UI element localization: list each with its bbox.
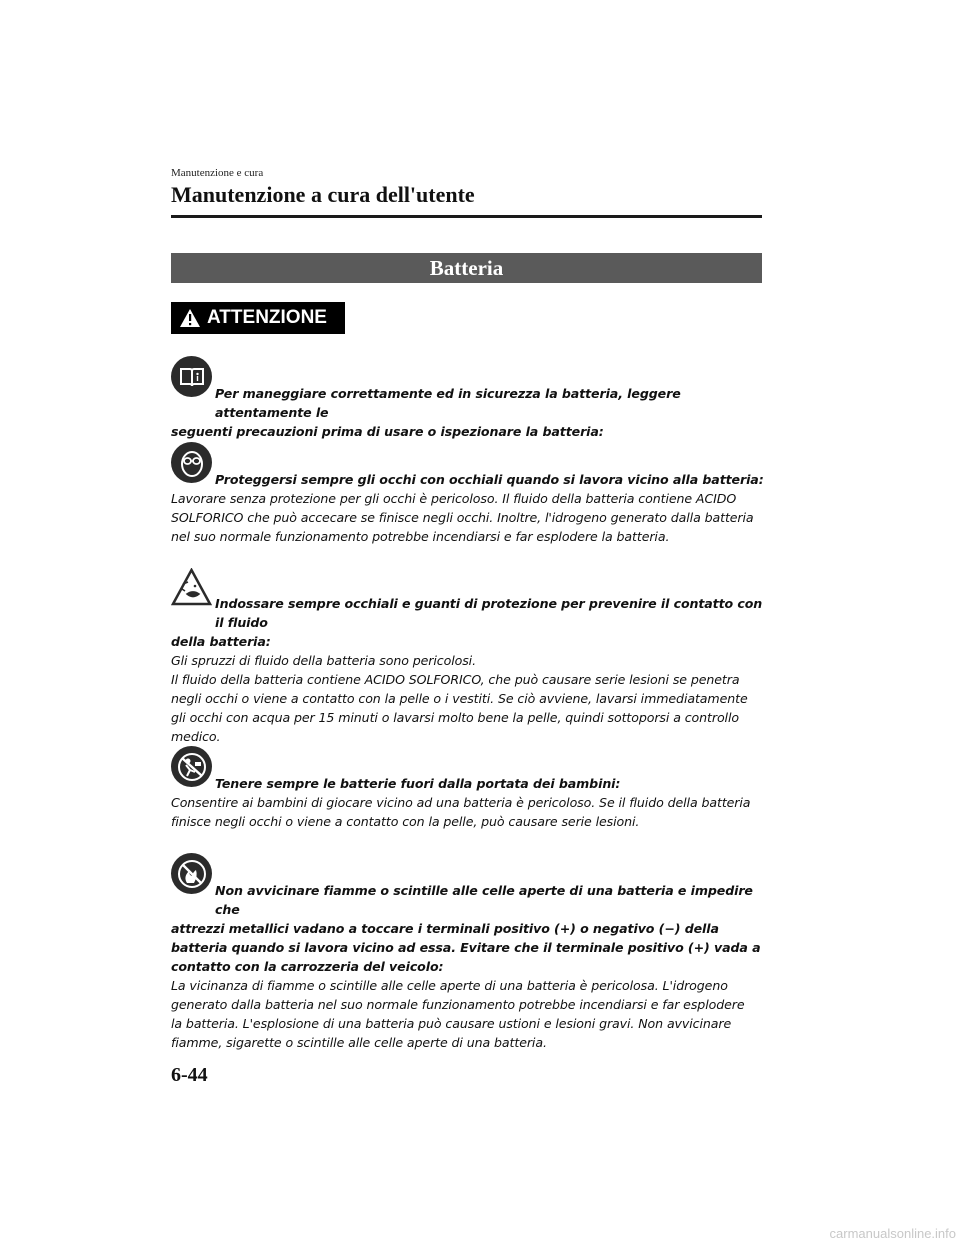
precaution-body-line: gli occhi con acqua per 15 minuti o lavarsi molto bene la pelle, quindi sottoporsi a controllo [171, 710, 739, 725]
precaution-heading: Non avvicinare fiamme o scintille alle celle aperte di una batteria e impedire che [215, 883, 753, 917]
precaution-body-line: generato dalla batteria nel suo normale funzionamento potrebbe incendiarsi e far esplodere [171, 997, 745, 1012]
precaution-body-line: SOLFORICO che può accecare se finisce negli occhi. Inoltre, l'idrogeno generato dalla batteria [171, 510, 754, 525]
precaution-body-line: medico. [171, 729, 221, 744]
precaution-body-line: Il fluido della batteria contiene ACIDO SOLFORICO, che può causare serie lesioni se penetra [171, 672, 740, 687]
precaution-heading-cont: seguenti precauzioni prima di usare o ispezionare la batteria: [171, 424, 604, 439]
precaution-body-line: Consentire ai bambini di giocare vicino ad una batteria è pericoloso. Se il fluido della batteria [171, 795, 751, 810]
precaution-children [171, 746, 765, 831]
corrosive-acid-icon [171, 566, 212, 607]
battery-banner: Batteria [171, 253, 762, 283]
precaution-body-line: nel suo normale funzionamento potrebbe incendiarsi e far esplodere la batteria. [171, 529, 670, 544]
precaution-heading-cont: attrezzi metallici vadano a toccare i terminali positivo (+) o negativo (−) della batteria quando si lavora vicino ad essa. Evitare che il terminale positivo (+) vada a contatto con la carrozzeria del veicolo: [171, 921, 761, 974]
precaution-heading: Indossare sempre occhiali e guanti di protezione per prevenire il contatto con il fluido [215, 596, 763, 630]
precaution-heading: Proteggersi sempre gli occhi con occhiali quando si lavora vicino alla batteria: [215, 472, 764, 487]
precaution-body-line: finisce negli occhi o viene a contatto con la pelle, può causare serie lesioni. [171, 814, 640, 829]
precaution-body-line: la batteria. L'esplosione di una batteria può causare ustioni e lesioni gravi. Non avvicinare [171, 1016, 732, 1031]
warning-label-text: ATTENZIONE [207, 307, 327, 328]
page-number: 6-44 [171, 1064, 208, 1086]
watermark: carmanualsonline.info [829, 1226, 956, 1241]
precaution-body-line: La vicinanza di fiamme o scintille alle celle aperte di una batteria è pericolosa. L'idrogeno [171, 978, 728, 993]
keep-children-away-icon [171, 746, 212, 787]
warning-label [171, 302, 345, 334]
precaution-heading: Per maneggiare correttamente ed in sicurezza la batteria, leggere attentamente le [215, 386, 681, 420]
warning-triangle-icon [179, 308, 201, 328]
no-flames-icon [171, 853, 212, 894]
section-title: Manutenzione a cura dell'utente [171, 182, 475, 207]
precaution-body-line: negli occhi o viene a contatto con la pelle o i vestiti. Se ciò avviene, lavarsi immediatamente [171, 691, 748, 706]
safety-goggles-icon [171, 442, 212, 483]
precaution-acid [171, 566, 765, 746]
precaution-goggles [171, 442, 765, 546]
precaution-flames [171, 853, 765, 1052]
breadcrumb: Manutenzione e cura [171, 167, 264, 179]
precaution-body-line: Gli spruzzi di fluido della batteria sono pericolosi. [171, 653, 476, 668]
header-rule [171, 215, 762, 218]
precaution-body-line: fiamme, sigarette o scintille alle celle aperte di una batteria. [171, 1035, 547, 1050]
precaution-heading: Tenere sempre le batterie fuori dalla portata dei bambini: [215, 776, 621, 791]
precaution-body-line: Lavorare senza protezione per gli occhi è pericoloso. Il fluido della batteria contiene ACIDO [171, 491, 737, 506]
precaution-read-manual [171, 356, 765, 441]
manual-book-icon [171, 356, 212, 397]
precaution-heading-cont: della batteria: [171, 634, 271, 649]
